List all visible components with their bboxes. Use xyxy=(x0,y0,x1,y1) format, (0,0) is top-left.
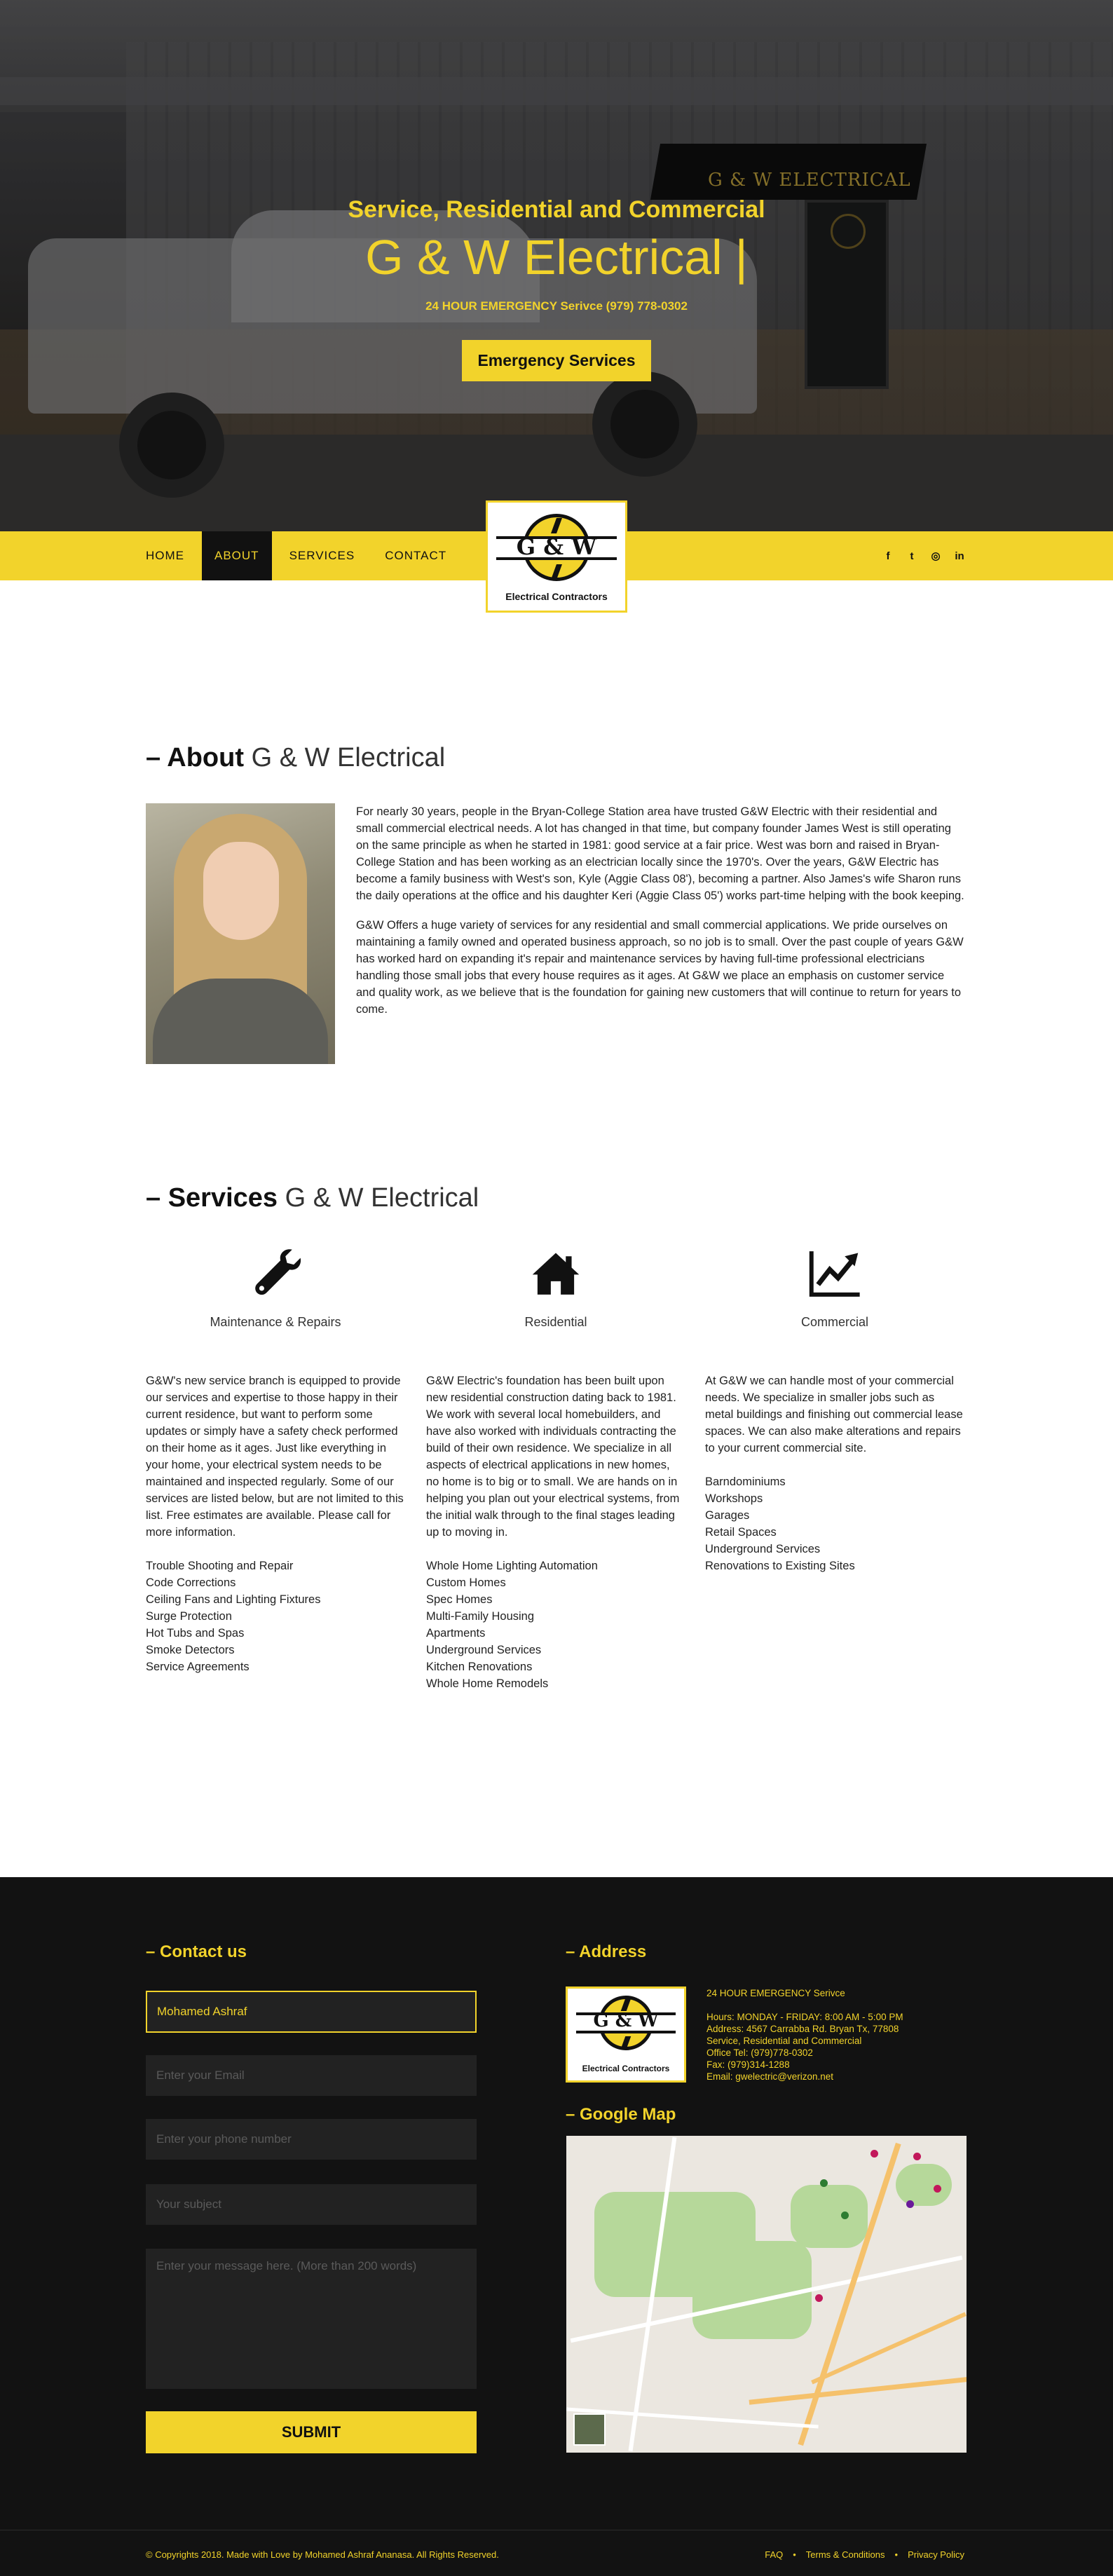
map-highway xyxy=(749,2376,967,2404)
twitter-icon[interactable]: t xyxy=(910,550,914,562)
home-icon xyxy=(529,1246,582,1300)
hero-emergency-line: 24 HOUR EMERGENCY Serivce (979) 778-0302 xyxy=(425,299,688,313)
service-list-item: Underground Services xyxy=(426,1644,542,1656)
service-list-item: Whole Home Lighting Automation xyxy=(426,1560,598,1572)
nav-links xyxy=(133,531,464,580)
linkedin-icon[interactable]: in xyxy=(955,550,964,562)
service-name: Residential xyxy=(524,1315,587,1329)
map-pin-icon[interactable] xyxy=(820,2179,828,2187)
address-services: Service, Residential and Commercial xyxy=(706,2036,862,2046)
about-section xyxy=(0,580,1113,1127)
service-description: At G&W we can handle most of your commercial needs. We specialize in smaller jobs such as metal buildings and finishing out commercial lease spaces. We can also make alterations and repairs to your current commercial site. xyxy=(705,1375,963,1454)
hero-content xyxy=(0,196,1113,381)
service-list-item: Spec Homes xyxy=(426,1593,493,1606)
message-textarea[interactable] xyxy=(146,2249,477,2389)
map-pin-icon[interactable] xyxy=(870,2150,878,2158)
service-list xyxy=(426,1558,685,1692)
service-list xyxy=(705,1473,964,1574)
service-body xyxy=(705,1372,964,1574)
service-column-residential xyxy=(426,1246,685,1692)
main-navigation xyxy=(0,531,1113,602)
photo-shirt xyxy=(153,979,328,1064)
footer-logo xyxy=(566,1986,686,2083)
instagram-icon[interactable]: ◎ xyxy=(931,550,941,562)
services-title-bold: Services xyxy=(168,1183,278,1213)
services-title: – Services G & W Electrical xyxy=(146,1183,479,1213)
logo-label: Electrical Contractors xyxy=(505,591,608,602)
service-list-item: Ceiling Fans and Lighting Fixtures xyxy=(146,1593,321,1606)
service-description: G&W Electric's foundation has been built upon new residential construction dating back to 1981. We work with several local homebuilders, and have also worked with individuals contracting the build of their own residence. We specialize in all aspects of electrical applications in new homes, no home is to big or to small. We are hands on in helping you plan out your electrical systems, from the initial walk through to the final stages leading up to moving in. xyxy=(426,1375,680,1539)
subject-input[interactable] xyxy=(146,2184,477,2225)
service-list-item: Barndominiums xyxy=(705,1476,786,1488)
photo-face xyxy=(203,842,279,940)
service-body xyxy=(146,1372,405,1675)
hero-sign-text: G & W ELECTRICAL xyxy=(708,170,911,191)
map-park xyxy=(692,2241,812,2339)
address-phone: Office Tel: (979)778-0302 xyxy=(706,2047,813,2058)
map-park xyxy=(896,2164,952,2206)
service-list-item: Trouble Shooting and Repair xyxy=(146,1560,294,1572)
contact-heading: – Contact us xyxy=(146,1942,247,1961)
logo-mark xyxy=(568,1989,684,2080)
service-description: G&W's new service branch is equipped to provide our services and expertise to those happy in their current residence, but want to perform some updates or simply have a safety check performed on their home as it ages. Just like everything in your home, your electrical system needs to be maintained and inspected regularly. Some of our services are listed below, but are not limited to this list. Free estimates are available. Please call for more information. xyxy=(146,1375,404,1539)
logo-text: G & W xyxy=(516,533,597,560)
footer xyxy=(0,1877,1113,2576)
service-list-item: Whole Home Remodels xyxy=(426,1677,549,1690)
services-section xyxy=(0,1127,1113,1877)
about-text xyxy=(356,803,966,1018)
logo-label: Electrical Contractors xyxy=(582,2064,670,2073)
nav-item-home[interactable]: HOME xyxy=(146,549,184,562)
service-header xyxy=(705,1246,964,1348)
address-street: Address: 4567 Carrabba Rd. Bryan Tx, 77808 xyxy=(706,2024,899,2034)
address-emergency: 24 HOUR EMERGENCY Serivce xyxy=(706,1988,845,1998)
map-pin-icon[interactable] xyxy=(906,2200,914,2208)
service-body xyxy=(426,1372,685,1692)
services-title-light: G & W Electrical xyxy=(285,1183,479,1213)
service-list-item: Service Agreements xyxy=(146,1661,250,1673)
service-list-item: Code Corrections xyxy=(146,1576,236,1589)
map-pin-icon[interactable] xyxy=(815,2294,823,2302)
hero-subtitle: Service, Residential and Commercial xyxy=(348,196,765,223)
footer-links xyxy=(765,2549,964,2560)
service-list-item: Smoke Detectors xyxy=(146,1644,235,1656)
service-list-item: Surge Protection xyxy=(146,1610,232,1623)
service-header xyxy=(146,1246,405,1348)
service-list-item: Renovations to Existing Sites xyxy=(705,1560,855,1572)
map-satellite-toggle[interactable] xyxy=(573,2413,606,2446)
service-column-maintenance xyxy=(146,1246,405,1675)
address-heading: – Address xyxy=(566,1942,647,1961)
service-list-item: Underground Services xyxy=(705,1543,821,1555)
map-pin-icon[interactable] xyxy=(934,2185,941,2193)
service-list-item: Retail Spaces xyxy=(705,1526,777,1539)
google-map[interactable] xyxy=(566,2136,967,2453)
service-name: Maintenance & Repairs xyxy=(210,1315,341,1329)
hero-banner xyxy=(0,0,1113,531)
footer-link-privacy[interactable]: Privacy Policy xyxy=(908,2549,964,2560)
about-title: – About G & W Electrical xyxy=(146,743,446,772)
google-map-heading: – Google Map xyxy=(566,2105,676,2124)
chart-line-icon xyxy=(808,1246,861,1300)
copyright-text: © Copyrights 2018. Made with Love by Mohamed Ashraf Ananasa. All Rights Reserved. xyxy=(146,2549,499,2560)
footer-link-terms[interactable]: Terms & Conditions xyxy=(805,2549,885,2560)
hero-title-text: G & W Electrical xyxy=(365,230,723,285)
name-input[interactable] xyxy=(146,1991,477,2033)
hero-title xyxy=(0,229,1113,285)
service-column-commercial xyxy=(705,1246,964,1574)
footer-link-faq[interactable]: FAQ xyxy=(765,2549,784,2560)
phone-input[interactable] xyxy=(146,2119,477,2160)
typing-cursor: | xyxy=(735,230,748,285)
nav-item-services[interactable]: SERVICES xyxy=(289,549,355,562)
nav-item-about[interactable]: ABOUT xyxy=(202,531,272,580)
footer-link-separator: • xyxy=(793,2549,796,2560)
about-paragraph: For nearly 30 years, people in the Bryan-College Station area have trusted G&W Electric with their residential and small commercial electrical needs. A lot has changed in that time, but company founder James West is still operating on the same principle as when he started in 1981: good service at a fair price. West was born and raised in Bryan-College Station and has been working as an electrician locally since the 1970's. Over the years, G&W Electric has become a family business with West's son, Kyle (Aggie Class 08'), becoming a partner. Also James's wife Sharon runs the daily operations at the office and his daughter Keri (Aggie Class 05') works part-time helping with the book keeping. xyxy=(356,805,964,902)
address-hours: Hours: MONDAY - FRIDAY: 8:00 AM - 5:00 PM xyxy=(706,2012,903,2022)
map-pin-icon[interactable] xyxy=(841,2212,849,2219)
service-list-item: Multi-Family Housing xyxy=(426,1610,535,1623)
service-list-item: Garages xyxy=(705,1509,750,1522)
email-input[interactable] xyxy=(146,2055,477,2096)
service-name: Commercial xyxy=(800,1315,868,1329)
footer-link-separator: • xyxy=(894,2549,899,2560)
service-header xyxy=(426,1246,685,1348)
submit-button[interactable]: SUBMIT xyxy=(146,2411,477,2453)
service-list-item: Workshops xyxy=(705,1492,763,1505)
nav-item-contact[interactable]: CONTACT xyxy=(385,549,447,562)
map-pin-icon[interactable] xyxy=(913,2153,921,2160)
address-info xyxy=(706,1987,938,2083)
service-list-item: Apartments xyxy=(426,1627,486,1640)
service-list-item: Kitchen Renovations xyxy=(426,1661,533,1673)
facebook-icon[interactable]: f xyxy=(886,550,890,562)
emergency-services-button[interactable]: Emergency Services xyxy=(462,340,650,381)
map-park xyxy=(791,2185,868,2248)
address-email: Email: gwelectric@verizon.net xyxy=(706,2071,834,2082)
wrench-icon xyxy=(249,1246,302,1300)
service-list-item: Hot Tubs and Spas xyxy=(146,1627,245,1640)
service-list xyxy=(146,1558,405,1675)
about-title-light: G & W Electrical xyxy=(251,743,446,772)
about-photo xyxy=(146,803,335,1064)
about-title-bold: About xyxy=(167,743,245,772)
address-fax: Fax: (979)314-1288 xyxy=(706,2059,790,2070)
logo-text: G & W xyxy=(593,2010,659,2031)
social-links xyxy=(876,531,971,580)
about-paragraph: G&W Offers a huge variety of services for any residential and small commercial applications. We pride ourselves on maintaining a family owned and operated business approach, so no job is to small. Over the past couple of years G&W has worked hard on expanding it's repair and maintenance services by having full-time professional electricians handling those small jobs that every house requires as it ages. At G&W we place an emphasis on customer service and quality work, as we believe that is the foundation for gaining new customers that will continue to return for years to come. xyxy=(356,919,964,1016)
service-list-item: Custom Homes xyxy=(426,1576,506,1589)
